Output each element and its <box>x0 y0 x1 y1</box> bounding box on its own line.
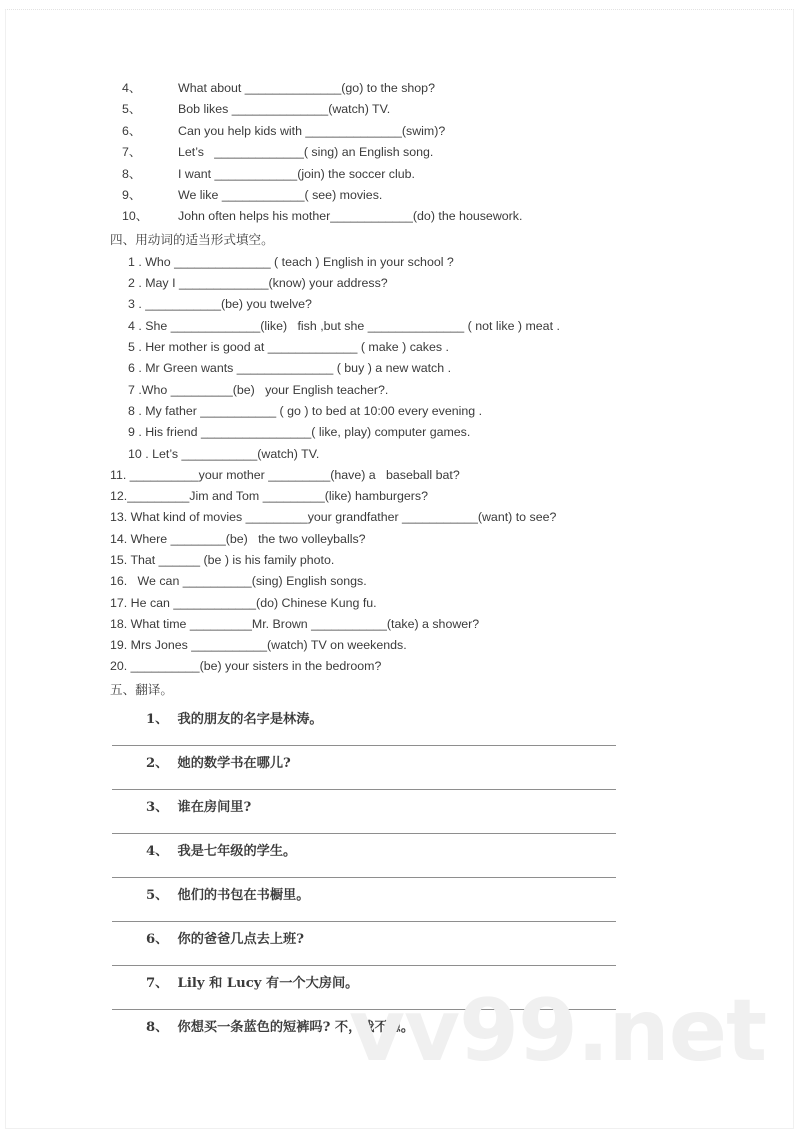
exercise-item <box>0 142 800 163</box>
item-number: 8、 <box>122 166 142 181</box>
translation-item: 6、 你的爸爸几点去上班? <box>146 931 304 947</box>
item-text: I want ____________(join) the soccer club. <box>178 166 415 181</box>
exercise-item <box>0 121 800 142</box>
exercise-item: 7 .Who _________(be) your English teacher?. <box>128 382 389 397</box>
translation-item: 8、 你想买一条蓝色的短裤吗? 不，我不想。 <box>146 1019 415 1035</box>
exercise-item: 20. __________(be) your sisters in the bedroom? <box>110 659 382 674</box>
section-four-heading: 四、用动词的适当形式填空。 <box>110 231 274 247</box>
item-text: Bob likes ______________(watch) TV. <box>178 102 391 117</box>
exercise-item: 3 . ___________(be) you twelve? <box>128 297 312 312</box>
section-five-heading: 五、翻译。 <box>110 681 173 697</box>
exercise-item: 19. Mrs Jones ___________(watch) TV on weekends. <box>110 638 407 653</box>
exercise-item: 2 . May I _____________(know) your address? <box>128 276 388 291</box>
translation-item: 3、 谁在房间里? <box>146 799 252 815</box>
exercise-item: 4 . She _____________(like) fish ,but she ______________ ( not like ) meat . <box>128 318 560 333</box>
exercise-item <box>0 164 800 185</box>
exercise-item: 17. He can ____________(do) Chinese Kung fu. <box>110 595 377 610</box>
exercise-item <box>0 185 800 206</box>
item-number: 6、 <box>122 123 142 138</box>
exercise-item: 14. Where ________(be) the two volleyballs? <box>110 531 366 546</box>
item-text: What about ______________(go) to the shop? <box>178 81 435 95</box>
exercise-item <box>0 99 800 120</box>
exercise-item: 18. What time _________Mr. Brown ___________(take) a shower? <box>110 616 480 631</box>
exercise-item: 6 . Mr Green wants ______________ ( buy ) a new watch . <box>128 361 452 376</box>
item-number: 9、 <box>122 188 142 203</box>
section-three-continued <box>0 78 800 228</box>
exercise-item: 9 . His friend ________________( like, play) computer games. <box>128 425 471 440</box>
exercise-item: 8 . My father ___________ ( go ) to bed at 10:00 every evening . <box>128 403 483 418</box>
exercise-item <box>0 206 800 227</box>
item-number: 7、 <box>122 145 142 160</box>
exercise-item: 10 . Let’s ___________(watch) TV. <box>128 446 320 461</box>
item-text: Let’s _____________( sing) an English song. <box>178 145 434 160</box>
translation-item: 7、 Lily 和 Lucy 有一个大房间。 <box>146 975 359 991</box>
translation-item: 1、 我的朋友的名字是林涛。 <box>146 711 323 727</box>
exercise-item: 13. What kind of movies _________your grandfather ___________(want) to see? <box>110 510 557 525</box>
exercise-item: 11. __________your mother _________(have) a baseball bat? <box>110 467 460 482</box>
exercise-item: 15. That ______ (be ) is his family photo. <box>110 553 335 567</box>
item-text: Can you help kids with ______________(swim)? <box>178 123 446 138</box>
translation-item: 5、 他们的书包在书橱里。 <box>146 887 310 903</box>
section-four <box>0 228 800 678</box>
item-text: We like ____________( see) movies. <box>178 188 383 203</box>
exercise-item <box>0 78 800 99</box>
exercise-item: 5 . Her mother is good at _____________ ( make ) cakes . <box>128 340 449 355</box>
translation-item: 4、 我是七年级的学生。 <box>146 843 297 859</box>
site-watermark: vv99.net <box>349 981 767 1081</box>
item-number: 4、 <box>122 81 142 95</box>
item-number: 10、 <box>122 209 149 224</box>
exercise-item: 16. We can __________(sing) English songs. <box>110 574 367 589</box>
item-text: John often helps his mother____________(do) the housework. <box>178 209 523 224</box>
exercise-item: 12._________Jim and Tom _________(like) hamburgers? <box>110 489 429 504</box>
exercise-item: 1 . Who ______________ ( teach ) English in your school ? <box>128 254 454 269</box>
item-number: 5、 <box>122 102 142 117</box>
translation-item: 2、 她的数学书在哪儿? <box>146 755 291 771</box>
